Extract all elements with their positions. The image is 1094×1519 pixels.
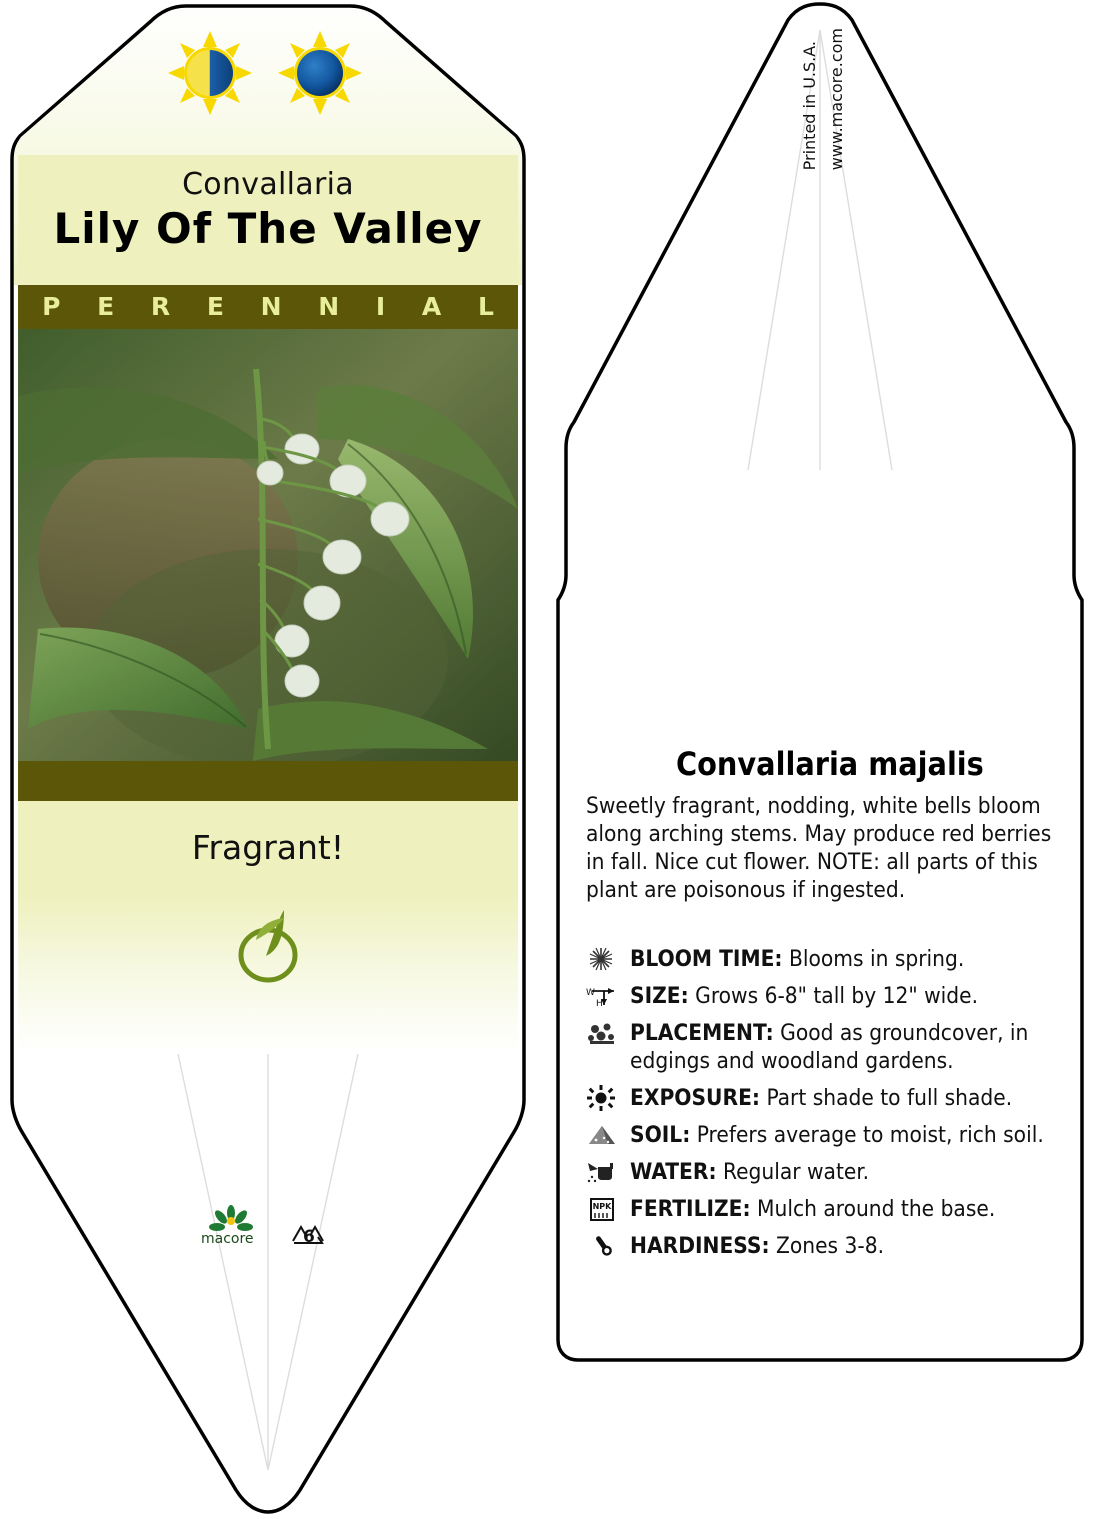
plant-title-band	[18, 155, 518, 283]
recycle-number: 6	[303, 1227, 315, 1247]
fact-value: Blooms in spring.	[788, 946, 965, 972]
full-sun-icon	[278, 31, 362, 115]
svg-text:W: W	[586, 988, 595, 998]
fact-label: SOIL:	[630, 1122, 691, 1148]
tagline-text: Fragrant!	[191, 828, 345, 867]
website-text: www.macore.com	[827, 28, 847, 171]
fact-value: Prefers average to moist, rich soil.	[696, 1122, 1044, 1148]
size-icon	[586, 983, 622, 1009]
svg-text:H: H	[596, 999, 603, 1009]
tagline-band	[18, 801, 518, 894]
printed-in-text: Printed in U.S.A.	[800, 40, 819, 171]
fact-value: Zones 3-8.	[776, 1233, 884, 1259]
footer-logos	[193, 1205, 343, 1257]
fact-row-placement	[584, 1019, 1084, 1075]
exposure-icons-row	[160, 28, 380, 118]
leaf-sprout-logo	[222, 898, 314, 990]
fact-value: Grows 6-8" tall by 12" wide.	[695, 983, 979, 1009]
fact-value: Good as groundcover, in edgings and woodland gardens.	[630, 1020, 1029, 1074]
category-band: P E R E N N I A L	[18, 285, 518, 329]
back-tag-panel	[548, 0, 1094, 1519]
botanical-name: Convallaria majalis	[676, 745, 984, 783]
macore-label: macore	[201, 1231, 254, 1247]
care-fact-list	[584, 945, 1084, 1269]
photo-bottom-band	[18, 761, 518, 801]
fact-row-water	[584, 1158, 1084, 1186]
placement-icon	[586, 1020, 622, 1046]
fact-value: Mulch around the base.	[757, 1196, 996, 1222]
fact-row-bloom-time	[584, 945, 1084, 973]
hardiness-icon	[586, 1233, 622, 1259]
plant-photo	[18, 329, 518, 761]
genus-name: Convallaria	[182, 167, 354, 202]
fact-row-fertilize	[584, 1195, 1084, 1223]
fact-row-hardiness	[584, 1232, 1084, 1260]
fact-label: PLACEMENT:	[630, 1020, 774, 1046]
print-info-block	[800, 28, 860, 228]
fertilize-icon	[586, 1196, 622, 1222]
soil-icon	[586, 1122, 622, 1148]
fact-value: Part shade to full shade.	[766, 1085, 1013, 1111]
half-sun-icon	[168, 31, 252, 115]
front-tag-panel	[0, 0, 545, 1519]
plant-description: Sweetly fragrant, nodding, white bells bloom along arching stems. May produce red berries in fall. Nice cut flower. NOTE: all parts of this plant are poisonous if ingested.	[586, 793, 1052, 903]
fact-label: HARDINESS:	[630, 1233, 770, 1259]
fact-label: SIZE:	[630, 983, 689, 1009]
fact-row-soil	[584, 1121, 1084, 1149]
svg-text:NPK: NPK	[592, 1202, 612, 1211]
fact-label: FERTILIZE:	[630, 1196, 751, 1222]
fact-label: WATER:	[630, 1159, 717, 1185]
common-name: Lily Of The Valley	[53, 204, 483, 253]
water-icon	[586, 1159, 622, 1185]
fact-value: Regular water.	[723, 1159, 870, 1185]
fact-label: EXPOSURE:	[630, 1085, 761, 1111]
exposure-icon	[586, 1085, 622, 1111]
macore-logo-icon	[209, 1205, 253, 1231]
fact-row-exposure	[584, 1084, 1084, 1112]
fact-label: BLOOM TIME:	[630, 946, 783, 972]
fact-row-size	[584, 982, 1084, 1010]
bloom-time-icon	[586, 946, 622, 972]
